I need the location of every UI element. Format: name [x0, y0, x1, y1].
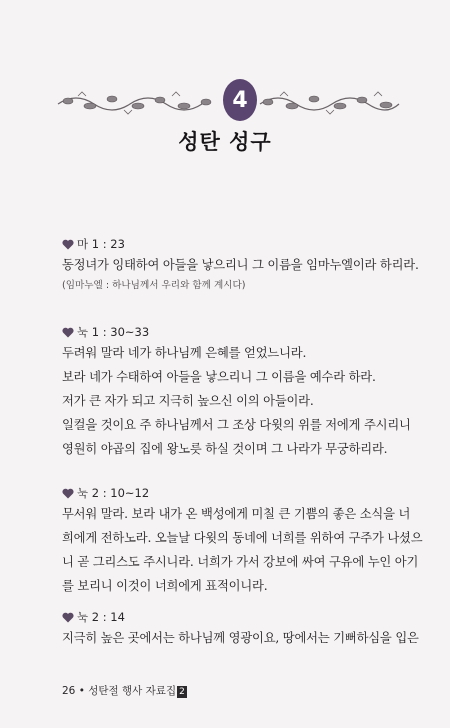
volume-badge: 2	[179, 687, 185, 697]
verse-line: 영원히 야곱의 집에 왕노릇 하실 것이며 그 나라가 무궁하리라.	[62, 442, 388, 456]
verse-line: 두려워 말라 네가 하나님께 은혜를 얻었느니라.	[62, 346, 307, 360]
heart-icon	[62, 488, 74, 499]
verse-section	[62, 484, 442, 598]
verse-line: 를 보리니 이것이 너희에게 표적이니라.	[62, 579, 268, 593]
verse-note: (임마누엘 : 하나님께서 우리와 함께 계시다)	[62, 280, 246, 291]
chapter-number-badge: 4	[223, 79, 257, 121]
verse-ref-text: 눅 2 : 10~12	[77, 486, 150, 500]
verse-section	[62, 323, 442, 461]
verse-reference	[62, 323, 442, 341]
verse-line: 니 곧 그리스도 주시니라. 너희가 가서 강보에 싸여 구유에 누인 아기	[62, 555, 419, 569]
verse-line: 희에게 전하노라. 오늘날 다윗의 동네에 너희를 위하여 구주가 나셨으	[62, 531, 423, 545]
verse-ref-text: 마 1 : 23	[77, 237, 125, 251]
verse-ref-text: 눅 2 : 14	[77, 610, 125, 624]
verse-reference	[62, 484, 442, 502]
verse-line: 동정녀가 잉태하여 아들을 낳으리니 그 이름을 임마누엘이라 하리라.	[62, 258, 419, 272]
page-title: 성탄 성구	[178, 130, 272, 154]
book-title: 성탄절 행사 자료집	[88, 685, 177, 697]
heart-icon	[62, 327, 74, 338]
verse-ref-text: 눅 1 : 30~33	[77, 325, 150, 339]
heart-icon	[62, 612, 74, 623]
verse-section	[62, 235, 442, 295]
verse-section	[62, 608, 442, 650]
verse-line: 지극히 높은 곳에서는 하나님께 영광이요, 땅에서는 기뻐하심을 입은	[62, 631, 419, 645]
verse-line: 일컬을 것이요 주 하나님께서 그 조상 다윗의 위를 저에게 주시리니	[62, 418, 411, 432]
footer-bullet: •	[78, 685, 85, 697]
verse-line: 무서워 말라. 보라 내가 온 백성에게 미칠 큰 기쁨의 좋은 소식을 너	[62, 507, 411, 521]
heart-icon	[62, 239, 74, 250]
page-footer	[62, 683, 187, 698]
verse-reference	[62, 235, 442, 253]
page-number: 26	[62, 685, 76, 697]
verse-line: 보라 네가 수태하여 아들을 낳으리니 그 이름을 예수라 하라.	[62, 370, 376, 384]
verse-reference	[62, 608, 442, 626]
verse-line: 저가 큰 자가 되고 지극히 높으신 이의 아들이라.	[62, 394, 314, 408]
